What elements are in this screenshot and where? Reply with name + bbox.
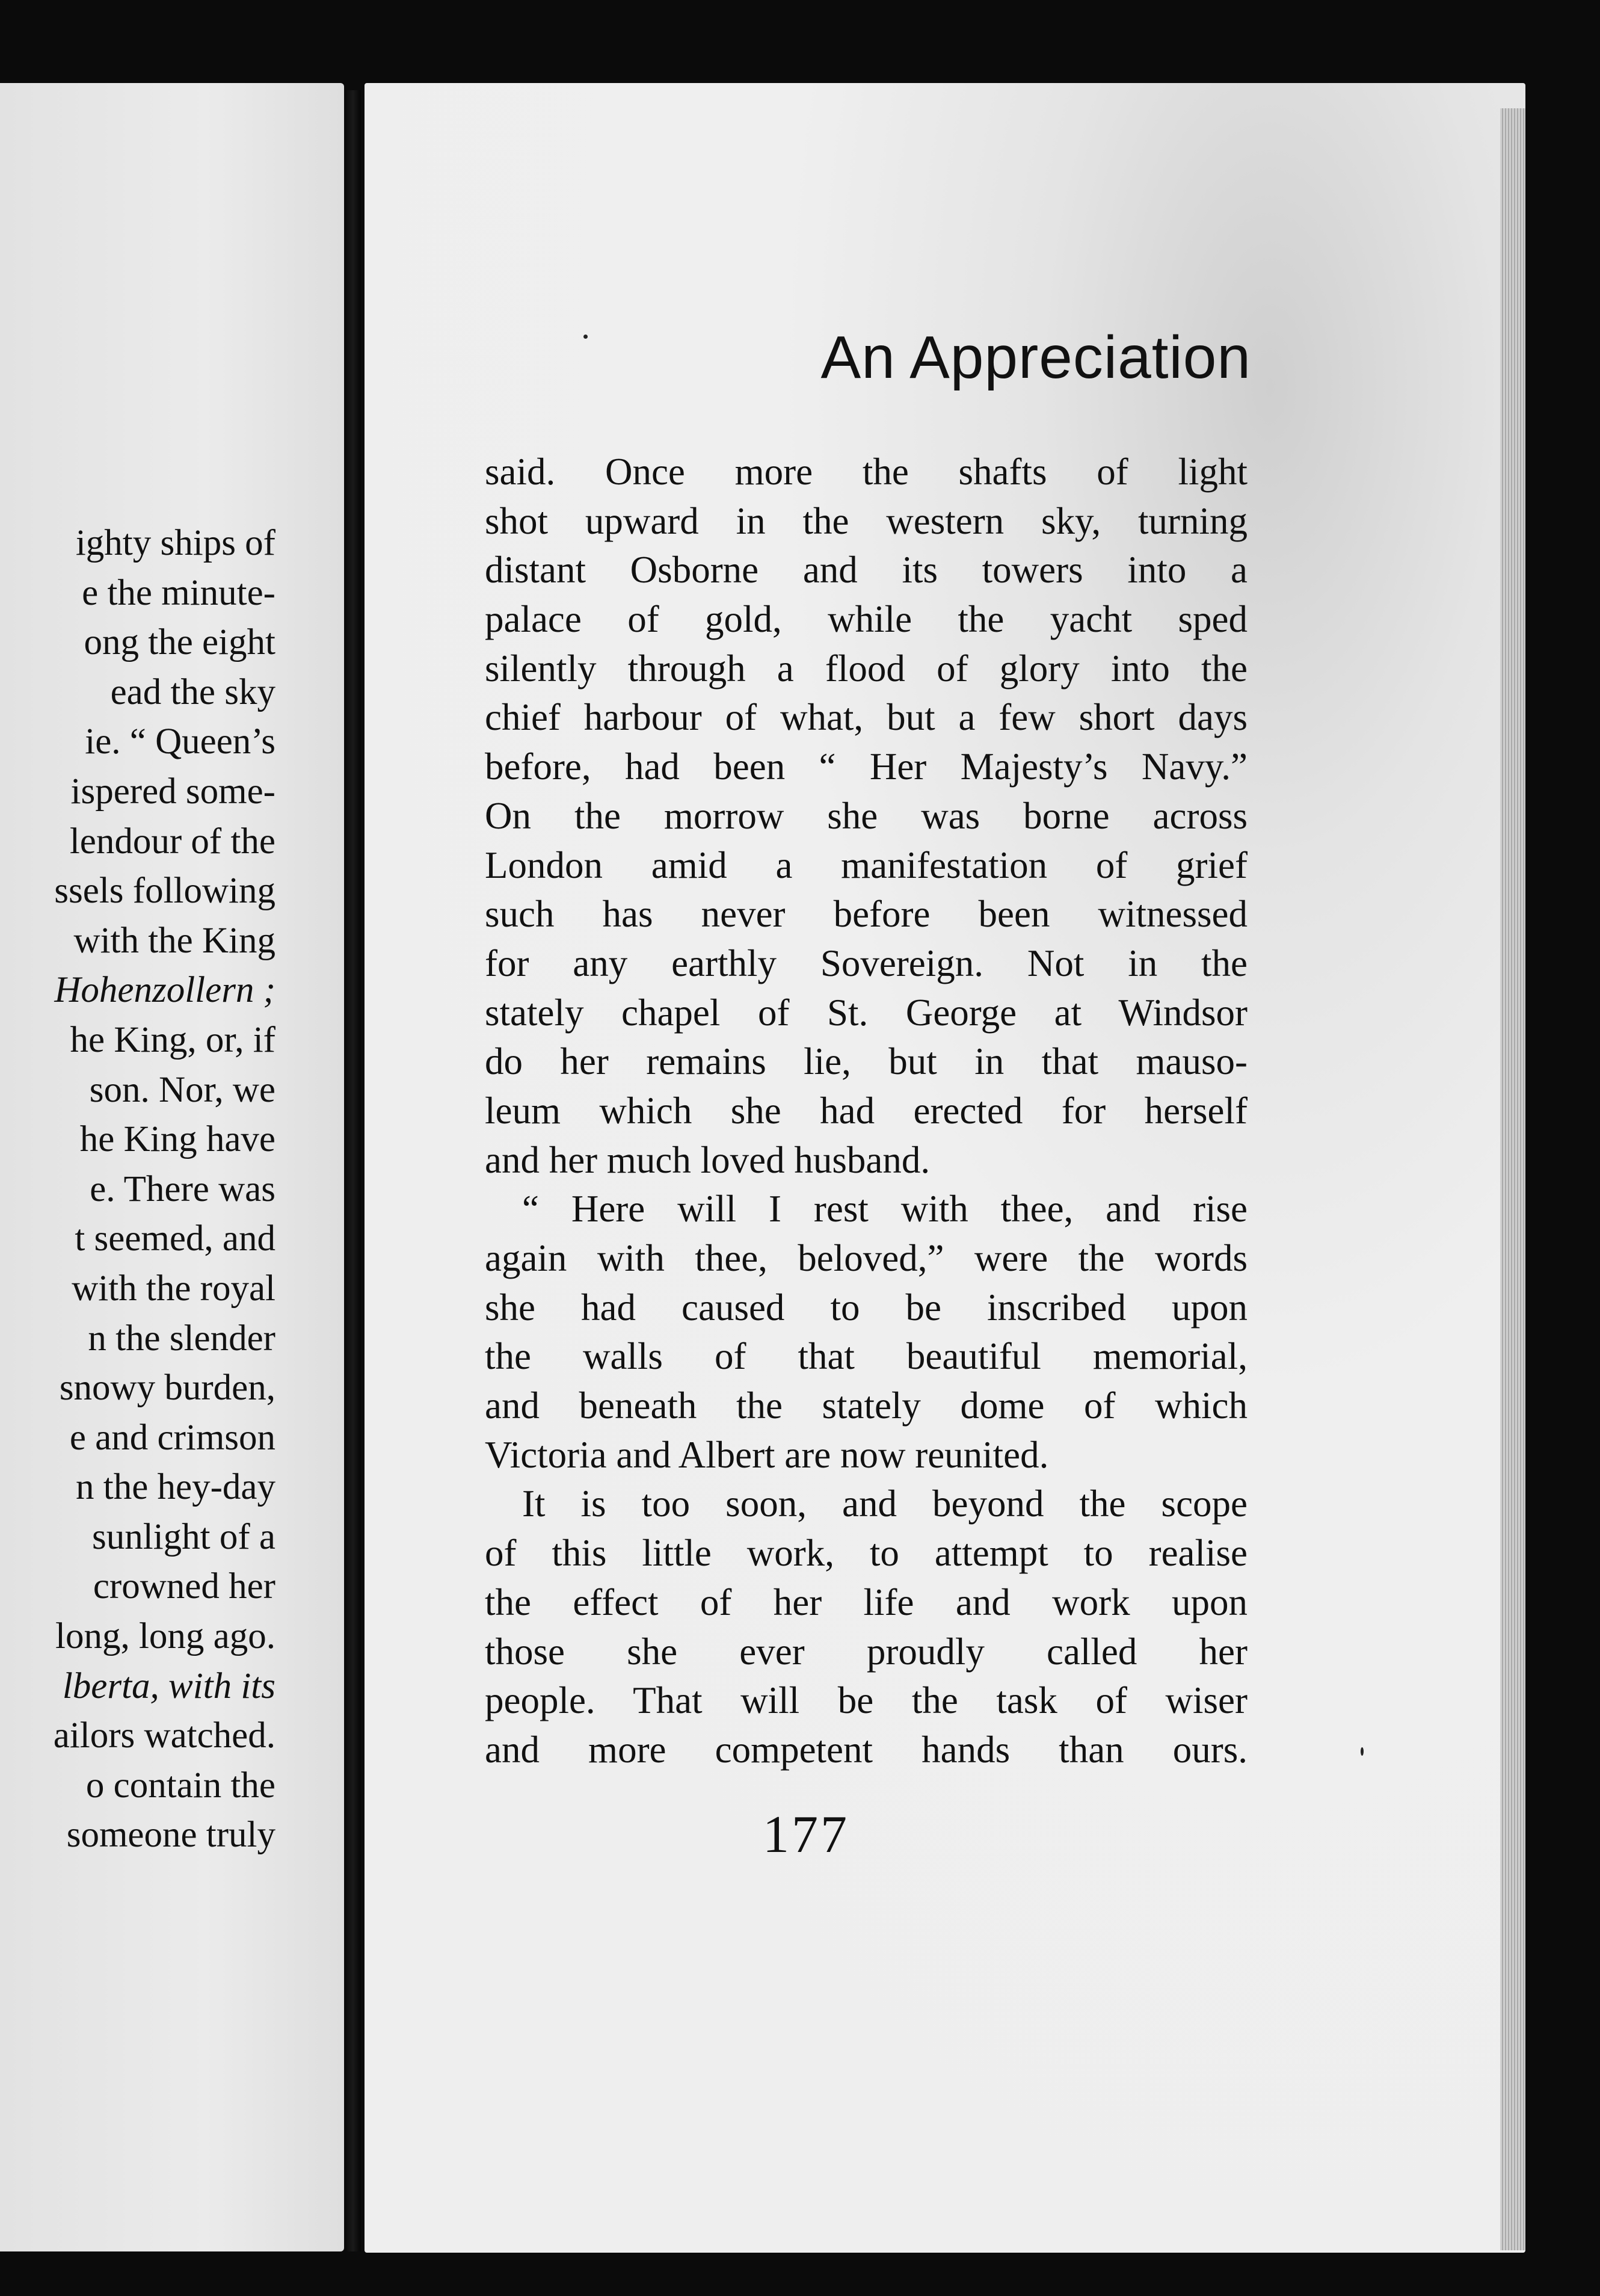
left-line: e and crimson [69, 1417, 275, 1458]
left-line: long, long ago. [55, 1616, 275, 1657]
left-line: crowned her [93, 1566, 275, 1607]
text-line: distant Osborne and its towers into a [485, 549, 1248, 591]
left-line: ailors watched. [53, 1715, 275, 1756]
left-line: e the minute- [82, 572, 275, 613]
left-line: e. There was [90, 1168, 275, 1209]
text-line: those she ever proudly called her [485, 1630, 1248, 1673]
text-line: chief harbour of what, but a few short days [485, 696, 1248, 739]
left-line: Hohenzollern ; [54, 970, 275, 1011]
text-line: the effect of her life and work upon [485, 1581, 1248, 1623]
page-body-text [485, 448, 1248, 1775]
left-line: sunlight of a [92, 1516, 275, 1557]
text-line: said. Once more the shafts of light [485, 451, 1248, 493]
scan-speck [1361, 1747, 1364, 1756]
left-line: ispered some- [70, 771, 275, 812]
left-line: son. Nor, we [89, 1069, 275, 1110]
text-line: leum which she had erected for herself [485, 1089, 1248, 1132]
left-line: ead the sky [110, 671, 275, 712]
text-line: shot upward in the western sky, turning [485, 499, 1248, 542]
text-line: stately chapel of St. George at Windsor [485, 991, 1248, 1034]
left-line: someone truly [66, 1815, 275, 1856]
text-line: It is too soon, and beyond the scope [522, 1483, 1248, 1525]
text-line: and more competent hands than ours. [485, 1728, 1248, 1771]
left-line: ssels following [54, 871, 275, 912]
left-line: he King, or, if [70, 1019, 275, 1060]
left-line: o contain the [85, 1765, 275, 1806]
running-head: An Appreciation [820, 324, 1251, 391]
scan-speck [583, 335, 588, 339]
text-line: she had caused to be inscribed upon [485, 1286, 1248, 1329]
page-number: 177 [763, 1806, 849, 1864]
text-line: people. That will be the task of wiser [485, 1679, 1248, 1722]
text-line: London amid a manifestation of grief [485, 844, 1248, 886]
left-line: ie. “ Queen’s [85, 721, 275, 762]
text-line: palace of gold, while the yacht sped [485, 598, 1248, 641]
text-line: of this little work, to attempt to realise [485, 1532, 1248, 1575]
left-line: lendour of the [69, 821, 275, 862]
text-line: and beneath the stately dome of which [485, 1384, 1248, 1427]
left-line: he King have [79, 1119, 275, 1160]
text-line: Victoria and Albert are now reunited. [485, 1433, 1049, 1476]
left-line: ong the eight [84, 622, 275, 663]
book-gutter [345, 90, 361, 2251]
text-line: before, had been “ Her Majesty’s Navy.” [485, 745, 1248, 788]
previous-page [0, 83, 344, 2251]
left-line: ighty ships of [75, 523, 275, 563]
text-line: for any earthly Sovereign. Not in the [485, 942, 1248, 984]
text-line: On the morrow she was borne across [485, 794, 1248, 837]
left-line: snowy burden, [59, 1368, 275, 1409]
text-line: silently through a flood of glory into the [485, 647, 1248, 690]
text-line: such has never before been witnessed [485, 893, 1248, 936]
page-fore-edge [1500, 108, 1525, 2250]
left-line: lberta, with its [62, 1665, 275, 1706]
previous-page-text [0, 519, 275, 1860]
text-line: the walls of that beautiful memorial, [485, 1335, 1248, 1378]
left-line: n the slender [88, 1318, 275, 1359]
text-line: again with thee, beloved,” were the words [485, 1237, 1248, 1279]
left-line: n the hey-day [76, 1467, 275, 1508]
text-line: and her much loved husband. [485, 1138, 931, 1181]
left-line: t seemed, and [75, 1218, 275, 1259]
left-line: with the King [73, 920, 275, 961]
text-line: “ Here will I rest with thee, and rise [522, 1188, 1248, 1230]
left-line: with the royal [72, 1268, 275, 1309]
text-line: do her remains lie, but in that mauso- [485, 1040, 1248, 1083]
